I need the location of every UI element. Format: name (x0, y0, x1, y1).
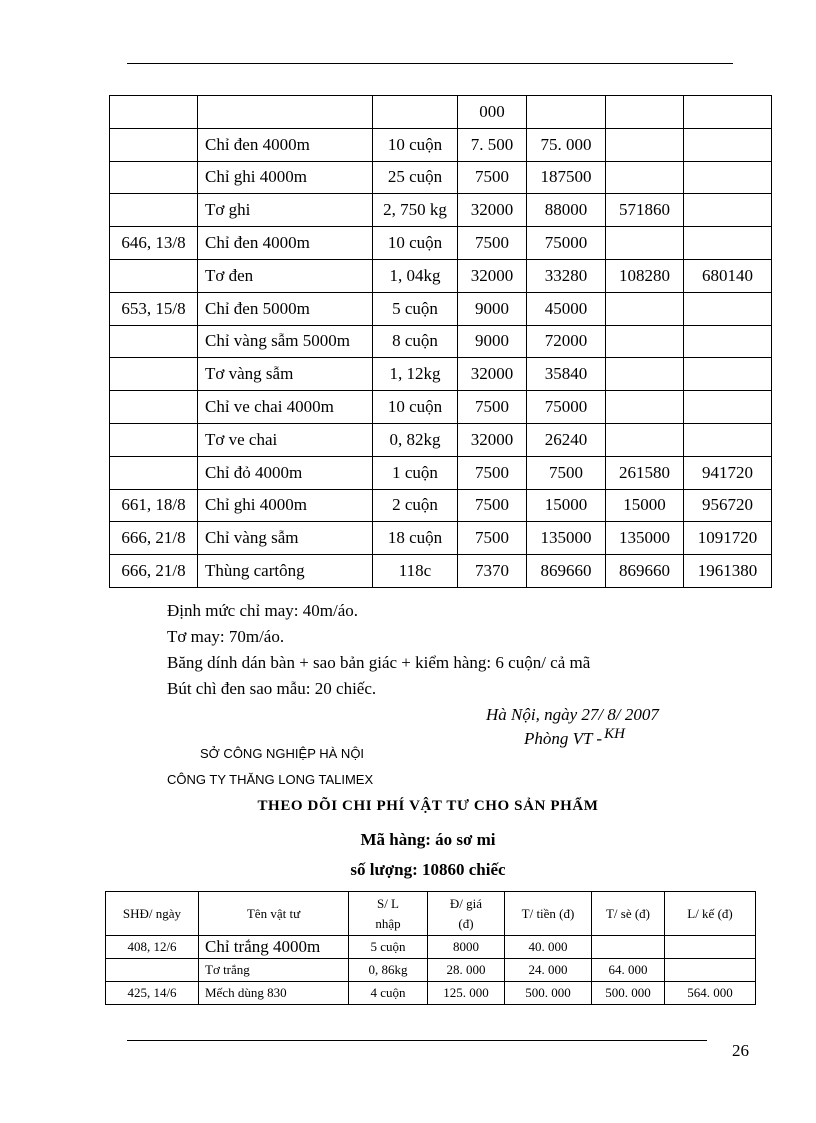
col-header-unit-price-line1: Đ/ giá (449, 895, 483, 911)
cell-amount (527, 96, 606, 129)
cell-amount: 75000 (527, 391, 606, 424)
material-ledger-body (110, 96, 772, 588)
cell-item-name: Chỉ vàng sẫm (198, 522, 373, 555)
cell-doc-date (110, 161, 198, 194)
cell-quantity: 2, 750 kg (373, 194, 458, 227)
cell-quantity: 5 cuộn (373, 292, 458, 325)
cell-subtotal: 108280 (606, 259, 684, 292)
cell-cumulative (684, 391, 772, 424)
cell-cumulative: 1091720 (684, 522, 772, 555)
cell-subtotal (606, 96, 684, 129)
table-row (110, 555, 772, 588)
cell-unit-price: 7500 (458, 456, 527, 489)
table-row (110, 522, 772, 555)
col-header-quantity (349, 892, 428, 936)
cell-item-name: Tơ đen (198, 259, 373, 292)
cell-unit-price: 8000 (428, 936, 505, 959)
cell-cumulative: 956720 (684, 489, 772, 522)
cell-amount: 7500 (527, 456, 606, 489)
cell-unit-price: 32000 (458, 358, 527, 391)
cell-amount: 75. 000 (527, 128, 606, 161)
cell-subtotal (606, 227, 684, 260)
cell-unit-price: 32000 (458, 194, 527, 227)
cell-quantity (373, 96, 458, 129)
cell-amount: 135000 (527, 522, 606, 555)
table-row (110, 292, 772, 325)
table-row (110, 391, 772, 424)
cell-quantity: 0, 82kg (373, 423, 458, 456)
cell-cumulative (684, 423, 772, 456)
signature-date: Hà Nội, ngày 27/ 8/ 2007 (486, 705, 659, 724)
department-label: Phòng VT - (524, 729, 603, 748)
cell-subtotal (592, 936, 665, 959)
cell-doc-date: 408, 12/6 (106, 936, 199, 959)
note-line: Bút chì đen sao mẫu: 20 chiếc. (167, 679, 377, 698)
cell-subtotal: 135000 (606, 522, 684, 555)
note-line: Băng dính dán bàn + sao bản giác + kiểm hàng: 6 cuộn/ cả mã (167, 653, 591, 672)
cell-amount: 33280 (527, 259, 606, 292)
cell-cumulative (684, 194, 772, 227)
cost-tracking-table (105, 891, 756, 1005)
cell-subtotal (606, 161, 684, 194)
cell-doc-date (110, 96, 198, 129)
cell-cumulative: 941720 (684, 456, 772, 489)
cell-doc-date (110, 456, 198, 489)
cell-unit-price: 32000 (458, 423, 527, 456)
cell-quantity: 8 cuộn (373, 325, 458, 358)
cell-cumulative (665, 936, 756, 959)
cell-amount: 72000 (527, 325, 606, 358)
cell-doc-date: 646, 13/8 (110, 227, 198, 260)
department-suffix: KH (604, 726, 625, 742)
cell-unit-price: 7370 (458, 555, 527, 588)
cell-doc-date (110, 391, 198, 424)
report-product-code: Mã hàng: áo sơ mi (360, 830, 496, 849)
cell-doc-date: 666, 21/8 (110, 555, 198, 588)
cell-quantity: 10 cuộn (373, 227, 458, 260)
cell-quantity: 10 cuộn (373, 391, 458, 424)
cell-quantity: 4 cuộn (349, 982, 428, 1005)
cell-quantity: 18 cuộn (373, 522, 458, 555)
col-header-unit-price (428, 892, 505, 936)
cell-cumulative: 564. 000 (665, 982, 756, 1005)
cell-subtotal: 571860 (606, 194, 684, 227)
cell-amount: 15000 (527, 489, 606, 522)
table-row (110, 96, 772, 129)
cell-subtotal (606, 292, 684, 325)
table-row (110, 358, 772, 391)
cell-quantity: 1, 04kg (373, 259, 458, 292)
cell-cumulative (684, 292, 772, 325)
cell-item-name: Chỉ ghi 4000m (198, 161, 373, 194)
org-ministry: SỞ CÔNG NGHIỆP HÀ NỘI (200, 746, 365, 761)
table-row (106, 936, 756, 959)
cell-item-name: Tơ trắng (199, 959, 349, 982)
cell-subtotal: 64. 000 (592, 959, 665, 982)
cell-amount: 45000 (527, 292, 606, 325)
col-header-cumulative: L/ kế (đ) (665, 892, 756, 936)
cell-item-name: Tơ ve chai (198, 423, 373, 456)
note-line: Tơ may: 70m/áo. (167, 627, 285, 646)
cell-doc-date: 653, 15/8 (110, 292, 198, 325)
cell-item-name: Chỉ đen 4000m (198, 227, 373, 260)
footer-rule (127, 1040, 707, 1041)
cell-subtotal (606, 128, 684, 161)
cell-subtotal: 500. 000 (592, 982, 665, 1005)
cell-doc-date: 666, 21/8 (110, 522, 198, 555)
table-row (110, 128, 772, 161)
cell-quantity: 1 cuộn (373, 456, 458, 489)
cell-item-name: Chỉ vàng sẫm 5000m (198, 325, 373, 358)
material-ledger-table (109, 95, 772, 588)
cell-item-name (198, 96, 373, 129)
cell-cumulative (684, 161, 772, 194)
norms-notes (167, 598, 590, 702)
cell-amount: 26240 (527, 423, 606, 456)
cell-cumulative: 1961380 (684, 555, 772, 588)
signature-department (524, 726, 625, 749)
cell-amount: 75000 (527, 227, 606, 260)
cell-doc-date (110, 259, 198, 292)
cell-item-name: Tơ vàng sẫm (198, 358, 373, 391)
header-rule (127, 63, 733, 64)
cell-unit-price: 32000 (458, 259, 527, 292)
cell-doc-date: 425, 14/6 (106, 982, 199, 1005)
col-header-shd: SHĐ/ ngày (106, 892, 199, 936)
table-row (110, 259, 772, 292)
table-row (110, 194, 772, 227)
cell-amount: 500. 000 (505, 982, 592, 1005)
cell-subtotal (606, 325, 684, 358)
cell-item-name: Chỉ đen 4000m (198, 128, 373, 161)
cell-unit-price: 7500 (458, 161, 527, 194)
cell-quantity: 5 cuộn (349, 936, 428, 959)
cell-item-name: Chỉ trắng 4000m (199, 936, 349, 959)
cell-quantity: 10 cuộn (373, 128, 458, 161)
cell-subtotal (606, 423, 684, 456)
cell-cumulative (665, 959, 756, 982)
cell-doc-date (110, 325, 198, 358)
cell-unit-price: 7500 (458, 391, 527, 424)
col-header-name: Tên vật tư (199, 892, 349, 936)
cell-item-name: Chỉ đỏ 4000m (198, 456, 373, 489)
cell-unit-price: 28. 000 (428, 959, 505, 982)
cell-amount: 24. 000 (505, 959, 592, 982)
cell-subtotal: 261580 (606, 456, 684, 489)
cell-item-name: Chỉ ve chai 4000m (198, 391, 373, 424)
cell-unit-price: 9000 (458, 292, 527, 325)
cell-doc-date (110, 194, 198, 227)
cell-cumulative (684, 358, 772, 391)
table-row (110, 423, 772, 456)
table-row (106, 982, 756, 1005)
cell-doc-date (110, 423, 198, 456)
cell-subtotal (606, 358, 684, 391)
cell-item-name: Chỉ ghi 4000m (198, 489, 373, 522)
org-company: CÔNG TY THĂNG LONG TALIMEX (167, 772, 374, 787)
cell-unit-price: 7500 (458, 227, 527, 260)
cell-doc-date (110, 128, 198, 161)
col-header-subtotal: T/ sè (đ) (592, 892, 665, 936)
cell-cumulative (684, 96, 772, 129)
cell-unit-price: 7500 (458, 522, 527, 555)
table-row (110, 227, 772, 260)
note-line: Định mức chỉ may: 40m/áo. (167, 601, 358, 620)
cell-amount: 187500 (527, 161, 606, 194)
table-row (110, 325, 772, 358)
cost-tracking-body (106, 892, 756, 1005)
cell-subtotal (606, 391, 684, 424)
cell-quantity: 25 cuộn (373, 161, 458, 194)
cell-unit-price: 000 (458, 96, 527, 129)
col-header-quantity-line1: S/ L (376, 895, 400, 911)
cell-quantity: 118c (373, 555, 458, 588)
cell-subtotal: 15000 (606, 489, 684, 522)
table-row (106, 959, 756, 982)
cell-cumulative (684, 227, 772, 260)
table-row (110, 456, 772, 489)
cell-item-name: Thùng cartông (198, 555, 373, 588)
cell-cumulative (684, 128, 772, 161)
cell-subtotal: 869660 (606, 555, 684, 588)
cell-doc-date: 661, 18/8 (110, 489, 198, 522)
cell-item-name: Tơ ghi (198, 194, 373, 227)
cell-unit-price: 7. 500 (458, 128, 527, 161)
cell-quantity: 2 cuộn (373, 489, 458, 522)
cell-item-name: Chỉ đen 5000m (198, 292, 373, 325)
cell-item-name: Mếch dùng 830 (199, 982, 349, 1005)
cell-doc-date (106, 959, 199, 982)
table-row (110, 161, 772, 194)
cell-cumulative (684, 325, 772, 358)
cell-amount: 35840 (527, 358, 606, 391)
table-row (110, 489, 772, 522)
page-number: 26 (732, 1041, 749, 1060)
report-title: THEO DÕI CHI PHÍ VẬT TƯ CHO SẢN PHẨM (257, 798, 599, 814)
cell-unit-price: 125. 000 (428, 982, 505, 1005)
col-header-quantity-line2: nhập (375, 915, 401, 931)
cell-amount: 40. 000 (505, 936, 592, 959)
cell-amount: 88000 (527, 194, 606, 227)
cell-doc-date (110, 358, 198, 391)
cell-quantity: 1, 12kg (373, 358, 458, 391)
col-header-amount: T/ tiền (đ) (505, 892, 592, 936)
cell-unit-price: 7500 (458, 489, 527, 522)
cell-quantity: 0, 86kg (349, 959, 428, 982)
col-header-unit-price-line2: (đ) (458, 915, 474, 931)
cell-unit-price: 9000 (458, 325, 527, 358)
cell-cumulative: 680140 (684, 259, 772, 292)
cell-amount: 869660 (527, 555, 606, 588)
report-quantity: số lượng: 10860 chiếc (350, 860, 506, 879)
table-header-row (106, 892, 756, 936)
